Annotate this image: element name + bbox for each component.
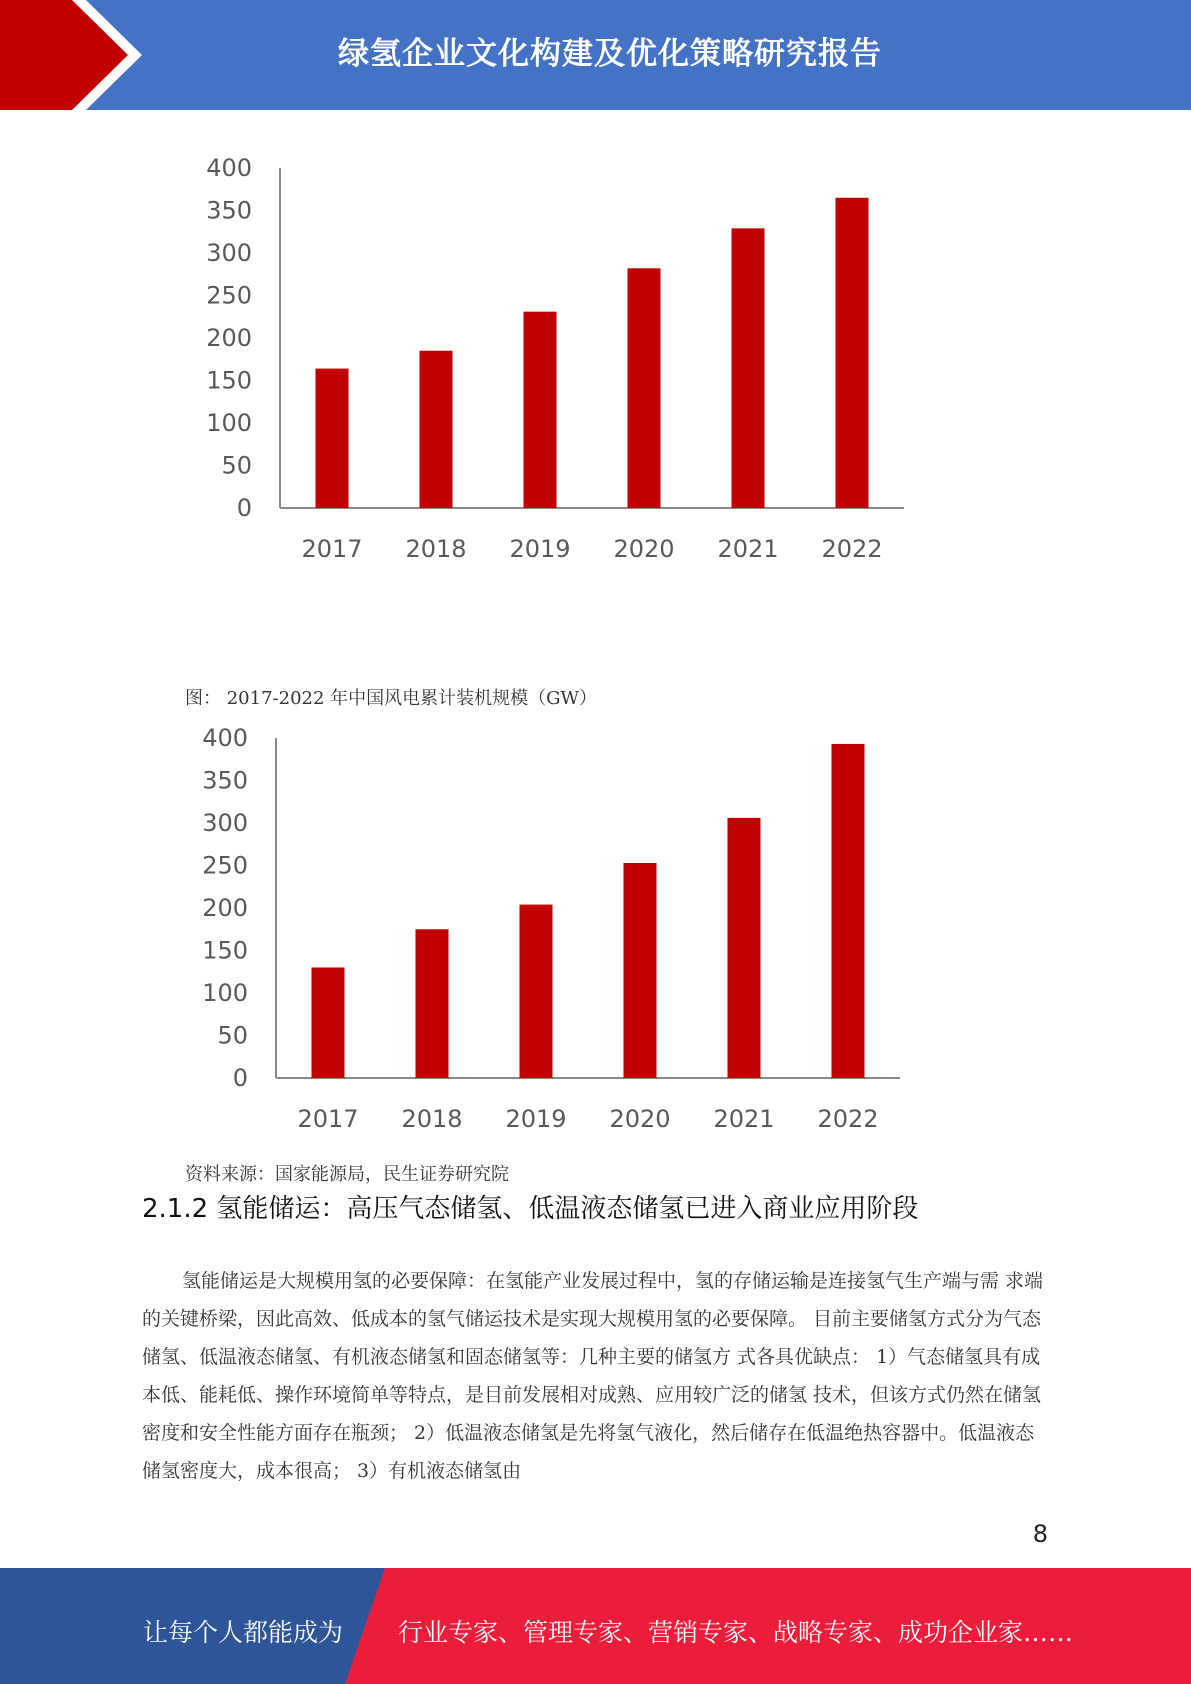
body-paragraph-text: 氢能储运是大规模用氢的必要保障：在氢能产业发展过程中，氢的存储运输是连接氢气生产端与需 求端的关键桥梁，因此高效、低成本的氢气储运技术是实现大规模用氢的必要保障。 目前主要储氢方式分为气态储氢、低温液态储氢、有机液态储氢和固态储氢等：几种主要的储氢方 式各具优缺点： 1）气态储氢具有成本低、能耗低、操作环境简单等特点，是目前发展相对成熟、应用较广泛的储氢 技术，但该方式仍然在储氢密度和安全性能方面存在瓶颈； 2）低温液态储氢是先将氢气液化，然后储存在低温绝热容器中。低温液态储氢密度大，成本很高； 3）有机液态储氢由 [142,1270,1044,1482]
x-tick-label: 2019 [509,535,571,563]
x-tick-label: 2017 [301,535,363,563]
y-tick-label: 400 [206,154,252,182]
y-tick-label: 200 [206,324,252,352]
bar-2021 [728,818,761,1078]
bar-2017 [316,369,349,508]
x-tick-label: 2020 [613,535,675,563]
y-tick-label: 50 [217,1021,248,1050]
x-tick-label: 2021 [717,535,779,563]
bar-chart-1-svg [180,150,920,570]
report-title: 绿氢企业文化构建及优化策略研究报告 [338,36,882,72]
x-tick-label: 2022 [821,535,883,563]
page-header [0,0,1191,110]
page-footer [0,1568,1191,1684]
footer-slogan-left: 让每个人都能成为 [143,1618,344,1647]
y-tick-label: 0 [236,494,252,522]
bar-2020 [624,863,657,1078]
y-tick-label: 400 [202,724,248,752]
body-paragraph [142,1262,1048,1490]
x-tick-label: 2018 [405,535,467,563]
y-tick-label: 100 [202,979,248,1007]
y-tick-label: 200 [202,894,248,922]
y-tick-label: 50 [221,451,252,480]
page-number: 8 [1032,1520,1048,1548]
bar-2019 [524,312,557,508]
source-caption: 资料来源：国家能源局，民生证券研究院 [185,1164,509,1185]
bar-2019 [520,905,553,1078]
x-tick-label: 2019 [505,1105,567,1133]
figure-caption: 图： 2017-2022 年中国风电累计装机规模（GW） [185,688,598,709]
footer-slogan-right: 行业专家、管理专家、营销专家、战略专家、成功企业家…… [398,1618,1074,1647]
bar-2022 [836,198,869,508]
bar-chart-2 [176,720,916,1144]
y-tick-label: 0 [232,1064,248,1092]
section-heading: 2.1.2 氢能储运：高压气态储氢、低温液态储氢已进入商业应用阶段 [142,1194,919,1224]
bar-2018 [420,351,453,508]
x-tick-label: 2021 [713,1105,775,1133]
y-tick-label: 150 [206,366,252,395]
y-tick-label: 150 [202,936,248,965]
y-tick-label: 100 [206,409,252,437]
bar-2022 [832,744,865,1078]
bar-2017 [312,968,345,1079]
bar-chart-2-svg [176,720,916,1140]
x-tick-label: 2020 [609,1105,671,1133]
y-tick-label: 300 [206,239,252,267]
y-tick-label: 250 [202,851,248,880]
y-tick-label: 350 [206,196,252,225]
x-tick-label: 2022 [817,1105,879,1133]
bar-2020 [628,268,661,508]
y-tick-label: 350 [202,766,248,795]
bar-chart-1 [180,150,920,574]
y-tick-label: 250 [206,281,252,310]
x-tick-label: 2018 [401,1105,463,1133]
bar-2018 [416,929,449,1078]
x-tick-label: 2017 [297,1105,359,1133]
y-tick-label: 300 [202,809,248,837]
bar-2021 [732,228,765,508]
